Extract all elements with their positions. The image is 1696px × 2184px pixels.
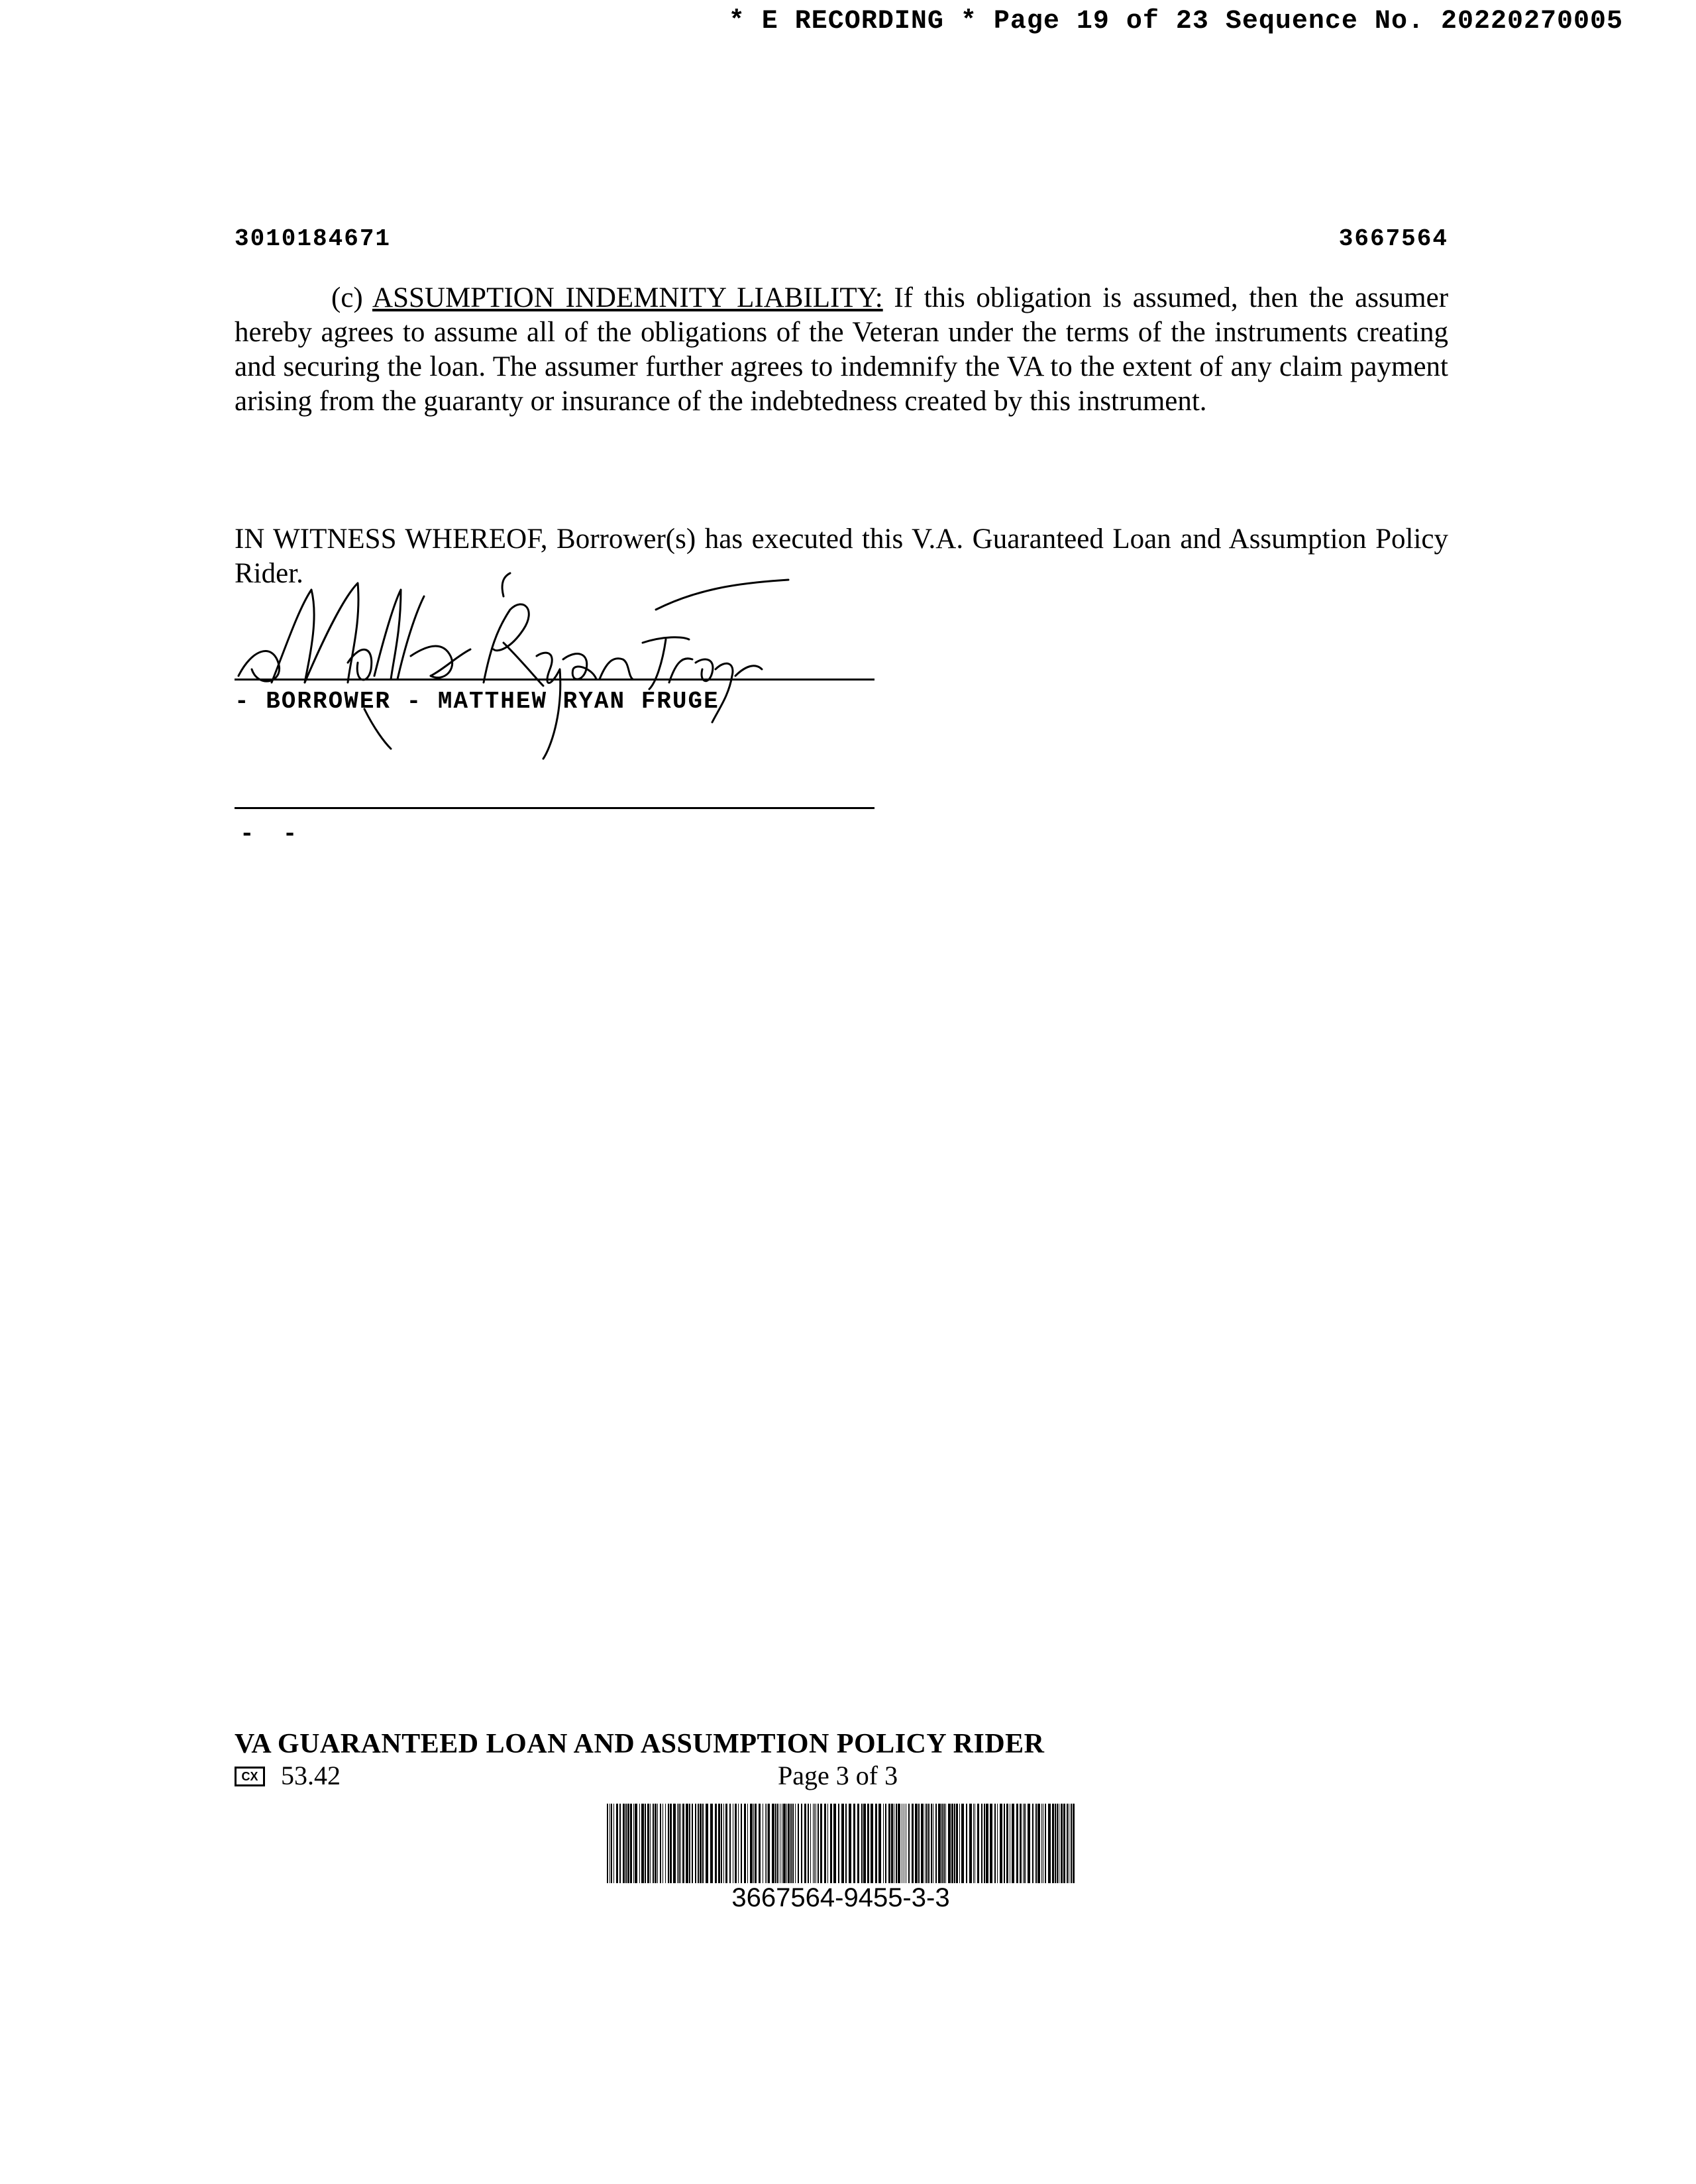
barcode-bar xyxy=(721,1804,722,1883)
form-title: VA GUARANTEED LOAN AND ASSUMPTION POLICY RIDER xyxy=(235,1729,1045,1759)
barcode-bar xyxy=(686,1804,688,1883)
barcode-bar xyxy=(744,1804,746,1883)
barcode-bar xyxy=(772,1804,774,1883)
barcode-bar xyxy=(857,1804,859,1883)
barcode-bar xyxy=(931,1804,932,1883)
barcode-bar xyxy=(1071,1804,1072,1883)
barcode-bar xyxy=(969,1804,972,1883)
section-heading: ASSUMPTION INDEMNITY LIABILITY: xyxy=(372,282,883,313)
barcode-bar xyxy=(1000,1804,1002,1883)
barcode-bar xyxy=(775,1804,776,1883)
barcode-bar xyxy=(959,1804,960,1883)
barcode-bar xyxy=(801,1804,802,1883)
signature-line xyxy=(235,807,874,809)
barcode-bar xyxy=(824,1804,826,1883)
barcode-bar xyxy=(941,1804,943,1883)
barcode-bar xyxy=(668,1804,669,1883)
barcode-bar xyxy=(1028,1804,1030,1883)
barcode-bar xyxy=(790,1804,792,1883)
barcode-bar xyxy=(943,1804,945,1883)
barcode-bar xyxy=(725,1804,727,1883)
barcode-bar xyxy=(984,1804,985,1883)
barcode-bar xyxy=(918,1804,920,1883)
barcode-bar xyxy=(1024,1804,1026,1883)
barcode-bar xyxy=(938,1804,941,1883)
barcode-bar xyxy=(607,1804,608,1883)
barcode-bar xyxy=(885,1804,886,1883)
barcode-bar xyxy=(678,1804,680,1883)
barcode-bar xyxy=(641,1804,644,1883)
form-number: 53.42 xyxy=(281,1761,341,1790)
barcode-bar xyxy=(662,1804,663,1883)
barcode-bar xyxy=(977,1804,979,1883)
section-lead: (c) xyxy=(331,282,373,313)
barcode-bar xyxy=(841,1804,844,1883)
barcode-bar xyxy=(810,1804,811,1883)
recording-stamp: * E RECORDING * Page 19 of 23 Sequence No. 20220270005 xyxy=(728,7,1623,36)
barcode-bar xyxy=(792,1804,794,1883)
barcode-bar xyxy=(768,1804,770,1883)
barcode-bar xyxy=(650,1804,651,1883)
signature-label: - BORROWER - MATTHEW RYAN FRUGE xyxy=(235,688,719,715)
barcode-bar xyxy=(653,1804,654,1883)
barcode-bar xyxy=(1012,1804,1014,1883)
signature-line xyxy=(235,679,874,681)
barcode-bar xyxy=(951,1804,953,1883)
barcode-bar xyxy=(808,1804,809,1883)
barcode-bar xyxy=(645,1804,646,1883)
barcode-bar xyxy=(1045,1804,1046,1883)
barcode-bar xyxy=(1041,1804,1042,1883)
barcode-bar xyxy=(753,1804,754,1883)
barcode-bar xyxy=(926,1804,928,1883)
loan-number: 3010184671 xyxy=(235,225,392,252)
barcode-bar xyxy=(747,1804,748,1883)
barcode-bar xyxy=(849,1804,851,1883)
page-number: Page 3 of 3 xyxy=(778,1761,898,1790)
barcode-bar xyxy=(948,1804,951,1883)
barcode-bar xyxy=(1023,1804,1024,1883)
barcode-bar xyxy=(820,1804,822,1883)
barcode-bar xyxy=(695,1804,696,1883)
barcode-bar xyxy=(883,1804,884,1883)
barcode-bar xyxy=(718,1804,720,1883)
barcode-bar xyxy=(1020,1804,1022,1883)
barcode-bar xyxy=(680,1804,681,1883)
barcode-bar xyxy=(838,1804,839,1883)
barcode-bar xyxy=(908,1804,910,1883)
barcode-bar xyxy=(655,1804,657,1883)
barcode-bar xyxy=(786,1804,787,1883)
barcode-bar xyxy=(1055,1804,1056,1883)
barcode-bar xyxy=(1052,1804,1054,1883)
barcode-bar xyxy=(1016,1804,1018,1883)
barcode-bar xyxy=(845,1804,847,1883)
form-icon: CX xyxy=(235,1767,265,1786)
barcode-bar xyxy=(665,1804,666,1883)
borrower-signature xyxy=(232,570,795,762)
document-number: 3667564 xyxy=(1338,225,1448,252)
barcode-bar xyxy=(818,1804,819,1883)
barcode-bar xyxy=(1057,1804,1058,1883)
barcode-bar xyxy=(853,1804,855,1883)
barcode-bar xyxy=(896,1804,897,1883)
barcode-bar xyxy=(827,1804,828,1883)
section-body: If this obligation is assumed, then the assumer hereby agrees to assume all of the obligations of the Veteran under the terms of the instruments creating and securing the loan. The assumer further agrees to indemnify the VA to the extent of any claim payment arising from the guaranty or insurance of the indebtedness created by this instrument. xyxy=(235,282,1449,417)
barcode-bar xyxy=(783,1804,786,1883)
barcode-bar xyxy=(861,1804,863,1883)
barcode-bar xyxy=(630,1804,632,1883)
barcode-bar xyxy=(706,1804,708,1883)
barcode-bar xyxy=(633,1804,634,1883)
barcode-bar xyxy=(1006,1804,1008,1883)
barcode-bar xyxy=(729,1804,731,1883)
barcode-bar xyxy=(616,1804,618,1883)
barcode-bar xyxy=(1004,1804,1005,1883)
barcode-bar xyxy=(741,1804,742,1883)
barcode-bar xyxy=(611,1804,612,1883)
barcode-bar xyxy=(1048,1804,1051,1883)
barcode-bar xyxy=(692,1804,693,1883)
barcode-bar xyxy=(973,1804,974,1883)
barcode-bar xyxy=(966,1804,967,1883)
barcode-bar xyxy=(1067,1804,1068,1883)
barcode-bar xyxy=(682,1804,684,1883)
barcode-bar xyxy=(625,1804,627,1883)
barcode-bar xyxy=(994,1804,996,1883)
barcode-bar xyxy=(1073,1804,1075,1883)
barcode-bar xyxy=(759,1804,761,1883)
barcode-bar xyxy=(981,1804,982,1883)
barcode-bar xyxy=(750,1804,753,1883)
barcode-bar xyxy=(738,1804,739,1883)
barcode-bar xyxy=(863,1804,866,1883)
barcode-bar xyxy=(670,1804,672,1883)
barcode-bar xyxy=(928,1804,929,1883)
barcode-bar xyxy=(673,1804,676,1883)
barcode-bar xyxy=(639,1804,640,1883)
barcode-bar xyxy=(698,1804,699,1883)
barcode-bar xyxy=(804,1804,806,1883)
signature-label: - - xyxy=(240,820,297,847)
barcode-bar xyxy=(619,1804,621,1883)
barcode-bar xyxy=(888,1804,890,1883)
barcode-bar xyxy=(990,1804,992,1883)
barcode-bar xyxy=(677,1804,678,1883)
barcode-bar xyxy=(735,1804,737,1883)
barcode-bar xyxy=(1061,1804,1063,1883)
barcode-bar xyxy=(723,1804,724,1883)
barcode-bar xyxy=(657,1804,658,1883)
barcode-number: 3667564-9455-3-3 xyxy=(731,1883,950,1912)
barcode-bar xyxy=(647,1804,649,1883)
barcode-bar xyxy=(935,1804,937,1883)
barcode-bar xyxy=(635,1804,637,1883)
barcode-bar xyxy=(623,1804,625,1883)
barcode-bar xyxy=(813,1804,814,1883)
barcode-bar xyxy=(925,1804,926,1883)
barcode-bar xyxy=(833,1804,836,1883)
barcode-bar xyxy=(878,1804,881,1883)
barcode-bar xyxy=(765,1804,766,1883)
barcode-bar xyxy=(700,1804,702,1883)
barcode-bar xyxy=(997,1804,998,1883)
barcode-bar xyxy=(921,1804,924,1883)
barcode-bar xyxy=(871,1804,873,1883)
barcode-bar xyxy=(1063,1804,1065,1883)
barcode-bar xyxy=(777,1804,778,1883)
barcode-bar xyxy=(1037,1804,1040,1883)
barcode-bar xyxy=(875,1804,877,1883)
barcode-bar xyxy=(945,1804,946,1883)
barcode-bar xyxy=(915,1804,918,1883)
barcode-bar xyxy=(627,1804,629,1883)
barcode-bar xyxy=(795,1804,796,1883)
barcode-bar xyxy=(715,1804,717,1883)
barcode-bar xyxy=(660,1804,661,1883)
barcode-bar xyxy=(912,1804,914,1883)
barcode-bar xyxy=(1035,1804,1037,1883)
witness-paragraph: IN WITNESS WHEREOF, Borrower(s) has executed this V.A. Guaranteed Loan and Assumption Policy Rider. xyxy=(235,523,1448,589)
barcode-bar xyxy=(755,1804,757,1883)
barcode-bar xyxy=(710,1804,713,1883)
barcode-bar xyxy=(702,1804,704,1883)
barcode-bar xyxy=(956,1804,958,1883)
barcode-bar xyxy=(898,1804,900,1883)
barcode-bar xyxy=(788,1804,790,1883)
barcode-bar xyxy=(798,1804,799,1883)
barcode-bar xyxy=(867,1804,869,1883)
barcode-bar xyxy=(954,1804,955,1883)
barcode-bar xyxy=(961,1804,964,1883)
barcode-bar xyxy=(689,1804,690,1883)
barcode xyxy=(607,1804,1075,1883)
assumption-indemnity-paragraph xyxy=(235,281,1448,419)
barcode-bar xyxy=(891,1804,893,1883)
barcode-bar xyxy=(613,1804,614,1883)
barcode-bar xyxy=(986,1804,988,1883)
barcode-bar xyxy=(830,1804,832,1883)
barcode-bar xyxy=(814,1804,815,1883)
barcode-bar xyxy=(1032,1804,1034,1883)
